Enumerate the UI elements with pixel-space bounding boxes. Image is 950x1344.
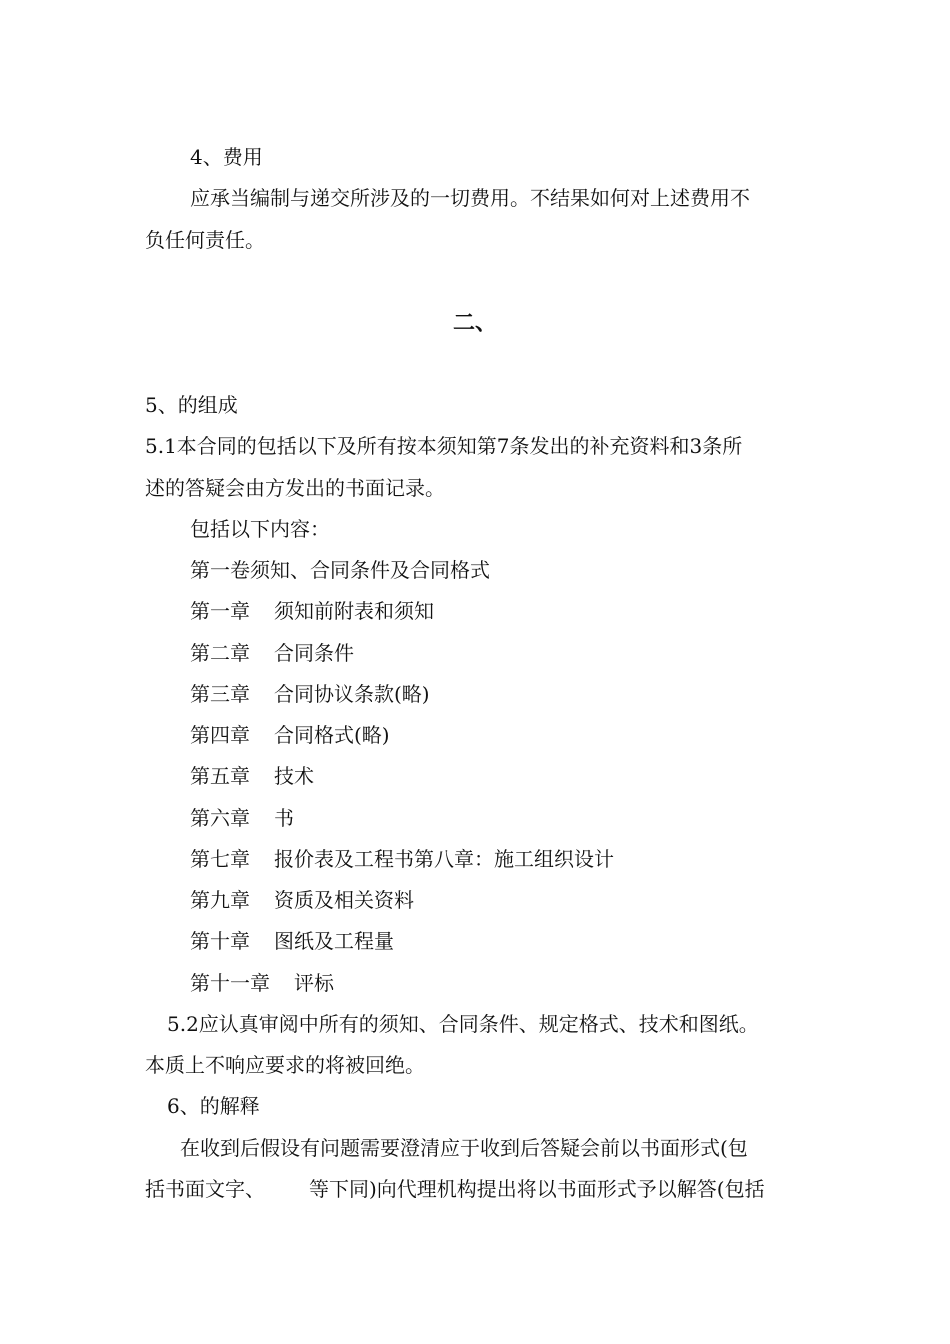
chapter-item xyxy=(190,888,414,912)
chapter-item xyxy=(190,764,314,788)
chapter-number: 第十一章 xyxy=(190,971,270,995)
chapter-title: 资质及相关资料 xyxy=(274,888,414,912)
chapter-title: 书 xyxy=(274,806,294,830)
chapter-number: 第六章 xyxy=(190,806,250,830)
chapter-item xyxy=(190,971,334,995)
chapter-number: 第九章 xyxy=(190,888,250,912)
chapter-item xyxy=(190,599,434,623)
chapter-item xyxy=(190,806,294,830)
clause-5-1-line2: 述的答疑会由方发出的书面记录。 xyxy=(145,476,445,500)
chapter-number: 第十章 xyxy=(190,929,250,953)
chapter-item xyxy=(190,641,354,665)
chapter-number: 第三章 xyxy=(190,682,250,706)
section-4-paragraph-line2: 负任何责任。 xyxy=(145,228,265,252)
chapter-item xyxy=(190,682,430,706)
chapter-title: 技术 xyxy=(274,764,314,788)
chapter-number: 第五章 xyxy=(190,764,250,788)
includes-label: 包括以下内容： xyxy=(190,517,330,541)
section-4-title: 4、费用 xyxy=(190,145,263,169)
clause-5-2-line2: 本质上不响应要求的将被回绝。 xyxy=(145,1053,425,1077)
section-6-line2 xyxy=(145,1177,765,1201)
chapter-title: 合同格式(略) xyxy=(274,723,390,747)
chapter-title: 图纸及工程量 xyxy=(274,929,394,953)
chapter-number: 第一章 xyxy=(190,599,250,623)
section-6-line1: 在收到后假设有问题需要澄清应于收到后答疑会前以书面形式(包 xyxy=(180,1136,748,1160)
section-6-title: 6、的解释 xyxy=(167,1094,260,1118)
chapter-title: 合同协议条款(略) xyxy=(274,682,430,706)
chapter-title: 须知前附表和须知 xyxy=(274,599,434,623)
section-6-line2-part1: 括书面文字、 xyxy=(145,1177,265,1201)
chapter-item xyxy=(190,847,614,871)
chapter-number: 第二章 xyxy=(190,641,250,665)
chapter-number: 第四章 xyxy=(190,723,250,747)
section-5-title: 5、的组成 xyxy=(145,393,238,417)
chapter-title: 报价表及工程书第八章：施工组织设计 xyxy=(274,847,614,871)
part-heading: 二、 xyxy=(452,310,497,336)
chapter-title: 评标 xyxy=(294,971,334,995)
clause-5-1-line1: 5.1本合同的包括以下及所有按本须知第7条发出的补充资料和3条所 xyxy=(145,434,743,458)
volume-1-title: 第一卷须知、合同条件及合同格式 xyxy=(190,558,490,582)
chapter-title: 合同条件 xyxy=(274,641,354,665)
section-4-paragraph-line1: 应承当编制与递交所涉及的一切费用。不结果如何对上述费用不 xyxy=(190,186,750,210)
chapter-item xyxy=(190,929,394,953)
chapter-item xyxy=(190,723,390,747)
chapter-number: 第七章 xyxy=(190,847,250,871)
section-6-line2-part2: 等下同)向代理机构提出将以书面形式予以解答(包括 xyxy=(309,1177,765,1201)
clause-5-2-line1: 5.2应认真审阅中所有的须知、合同条件、规定格式、技术和图纸。 xyxy=(167,1012,759,1036)
